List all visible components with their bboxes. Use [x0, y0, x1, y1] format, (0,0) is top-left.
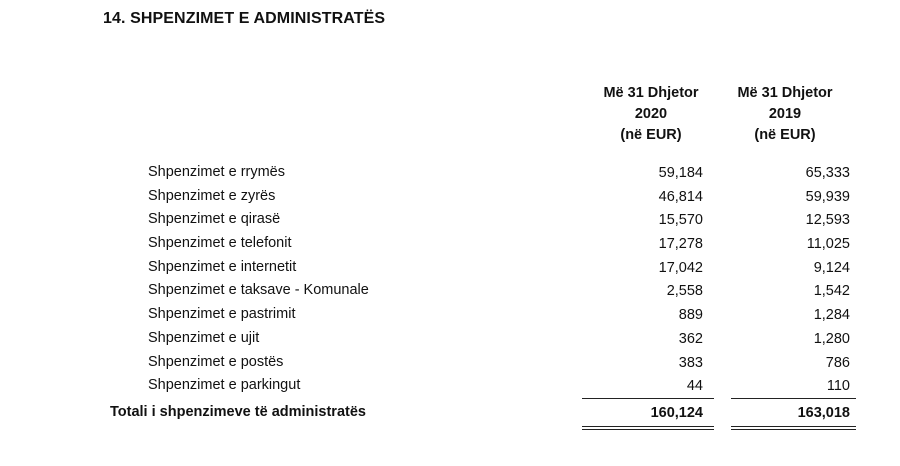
row-label: Shpenzimet e taksave - Komunale: [148, 282, 369, 299]
value-2020: 383: [678, 354, 703, 371]
column-header-unit: (në EUR): [620, 127, 682, 143]
table-row: [0, 303, 900, 327]
row-label: Shpenzimet e qirasë: [148, 211, 281, 228]
value-2020: 44: [686, 378, 703, 395]
value-2019: 1,284: [813, 307, 850, 324]
column-header-year: 2020: [634, 106, 668, 122]
value-2019: 65,333: [805, 165, 850, 181]
value-2020: 17,042: [658, 259, 703, 276]
value-2020: 17,278: [658, 236, 703, 253]
total-double-rule-2019-top: [731, 426, 856, 427]
table-row: [0, 208, 900, 232]
value-2019: 1,280: [813, 330, 850, 347]
value-2019: 12,593: [805, 212, 850, 229]
row-label: Shpenzimet e pastrimit: [148, 306, 296, 323]
value-2019: 1,542: [813, 283, 850, 300]
total-value-2019: 163,018: [797, 405, 850, 421]
row-label: Shpenzimet e parkingut: [148, 377, 301, 394]
value-2020: 59,184: [658, 165, 703, 181]
row-label: Shpenzimet e postës: [148, 353, 284, 370]
value-2020: 15,570: [658, 212, 703, 229]
subtotal-rule-2019: [731, 398, 856, 399]
column-header-date: Më 31 Dhjetor: [603, 85, 699, 101]
value-2020: 889: [678, 307, 703, 324]
row-label: Shpenzimet e rrymës: [148, 164, 285, 180]
total-row: [0, 403, 900, 425]
value-2019: 11,025: [806, 236, 850, 253]
column-header-2019: [710, 83, 860, 146]
table-row: [0, 327, 900, 351]
row-label: Shpenzimet e telefonit: [148, 235, 292, 252]
column-header-2020: [576, 83, 726, 146]
value-2019: 9,124: [813, 259, 850, 276]
table-row: [0, 185, 900, 209]
row-label: Shpenzimet e internetit: [148, 258, 297, 275]
row-label: Shpenzimet e zyrës: [148, 187, 276, 204]
table-row: [0, 279, 900, 303]
column-header-date: Më 31 Dhjetor: [737, 85, 833, 101]
expense-table: [0, 161, 900, 398]
table-row: [0, 256, 900, 280]
table-row: [0, 374, 900, 398]
row-label: Shpenzimet e ujit: [148, 329, 260, 346]
table-row: [0, 161, 900, 185]
value-2020: 46,814: [658, 188, 703, 205]
value-2019: 59,939: [805, 188, 850, 205]
table-row: [0, 232, 900, 256]
table-row: [0, 351, 900, 375]
total-double-rule-2019-bottom: [731, 429, 856, 430]
total-value-2020: 160,124: [650, 405, 703, 421]
total-double-rule-2020-bottom: [582, 429, 714, 430]
section-heading: 14. SHPENZIMET E ADMINISTRATËS: [103, 10, 386, 27]
subtotal-rule-2020: [582, 398, 714, 399]
column-header-unit: (në EUR): [754, 127, 816, 143]
value-2020: 2,558: [666, 283, 703, 300]
total-double-rule-2020-top: [582, 426, 714, 427]
value-2019: 786: [825, 354, 850, 371]
value-2019: 110: [826, 378, 850, 395]
total-label: Totali i shpenzimeve të administratës: [110, 404, 366, 420]
value-2020: 362: [678, 330, 703, 347]
column-header-year: 2019: [768, 106, 802, 122]
